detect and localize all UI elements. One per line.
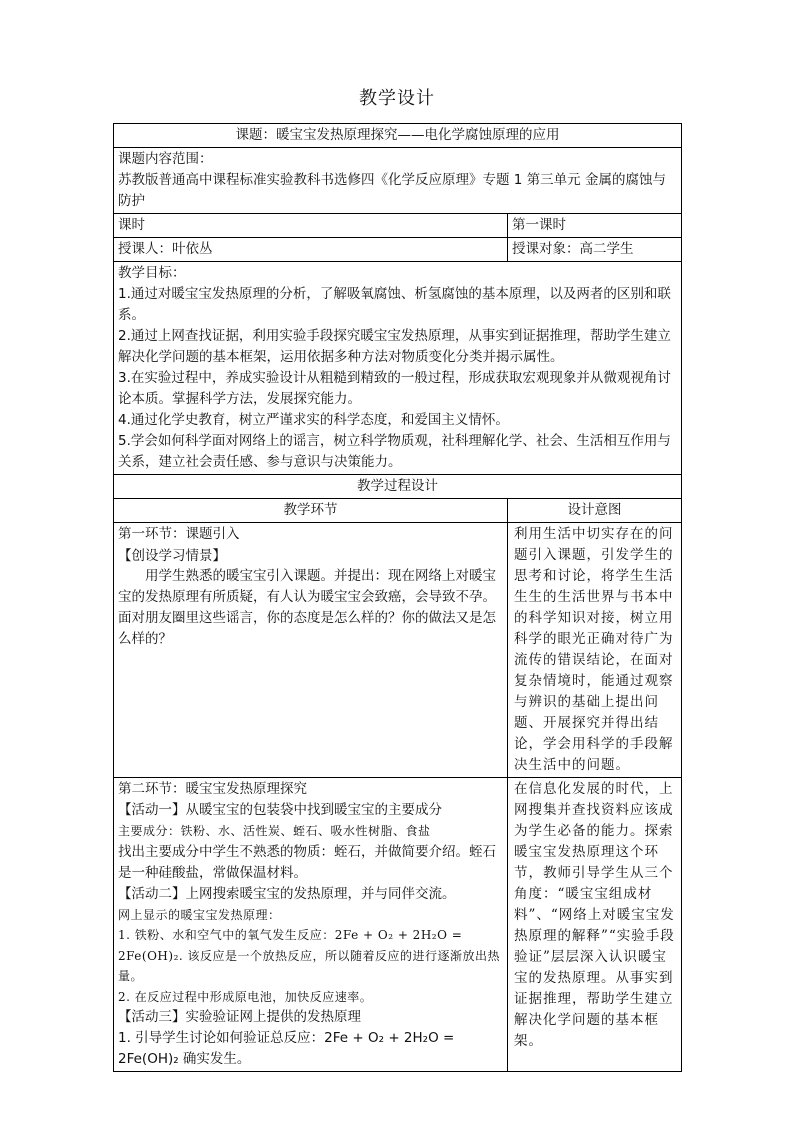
section2-step	[114, 778, 508, 1072]
scope-label: 课题内容范围：	[118, 151, 213, 167]
section1-step	[114, 523, 508, 778]
activity-1: 【活动一】从暖宝宝的包装袋中找到暖宝宝的主要成分	[118, 802, 442, 818]
topic-cell: 课题：暖宝宝发热原理探究——电化学腐蚀原理的应用	[114, 124, 682, 148]
section1-row	[114, 523, 682, 778]
objective-item: 1.通过对暖宝宝发热原理的分析，了解吸氧腐蚀、析氢腐蚀的基本原理，以及两者的区别和联系。	[118, 286, 671, 323]
scope-text: 苏教版普通高中课程标准实验教科书选修四《化学反应原理》专题 1 第三单元 金属的腐蚀与防护	[118, 172, 666, 209]
objectives-label: 教学目标：	[118, 265, 186, 281]
activity-3: 【活动三】实验验证网上提供的发热原理	[118, 1009, 361, 1025]
col-intent-header: 设计意图	[508, 499, 682, 523]
process-header-row	[114, 499, 682, 523]
objective-item: 3.在实验过程中，养成实验设计从粗糙到精致的一般过程，形成获取宏观现象并从微观视角讨论本质。掌握科学方法，发展探究能力。	[118, 370, 671, 407]
section2-row	[114, 778, 682, 1072]
ingredients: 主要成分：铁粉、水、活性炭、蛭石、吸水性树脂、食盐	[118, 824, 431, 838]
online-principle-1: 1. 铁粉、水和空气中的氧气发生反应：2Fe + O₂ + 2H₂O = 2Fe(OH)₂. 该反应是一个放热反应，所以随着反应的进行逐渐放出热量。	[118, 928, 501, 983]
section1-heading: 第一环节：课题引入	[118, 526, 240, 542]
lesson-label: 课时	[114, 214, 508, 238]
objectives-cell	[114, 262, 682, 475]
objectives-row	[114, 262, 682, 475]
section2-intent: 在信息化发展的时代，上网搜集并查找资料应该成为学生必备的能力。探索暖宝宝发热原理这个环节，教师引导学生从三个角度：“暖宝宝组成材料”、“网络上对暖宝宝发热原理的解释”“实验手段验证”层层深入认识暖宝宝的发热原理。从事实到证据推理，帮助学生建立解决化学问题的基本框架。	[508, 778, 682, 1072]
document-title: 教学设计	[359, 88, 435, 109]
lesson-value: 第一课时	[508, 214, 682, 238]
objective-item: 4.通过化学史教育，树立严谨求实的科学态度，和爱国主义情怀。	[118, 412, 509, 428]
section1-bracket: 【创设学习情景】	[118, 548, 226, 563]
scope-cell	[114, 148, 682, 214]
scope-row	[114, 148, 682, 214]
teacher-row	[114, 238, 682, 262]
unknown-material: 找出主要成分中学生不熟悉的物质：蛭石，并做简要介绍。蛭石是一种硅酸盐，常做保温材料。	[118, 843, 496, 881]
online-principle-label: 网上显示的暖宝宝发热原理：	[118, 907, 281, 922]
process-title-row	[114, 475, 682, 499]
col-step-header: 教学环节	[114, 499, 508, 523]
audience: 授课对象：高二学生	[508, 238, 682, 262]
section1-intent: 利用生活中切实存在的问题引入课题，引发学生的思考和讨论，将学生生活生生的生活世界与书本中的科学知识对接，树立用科学的眼光正确对待广为流传的错误结论，在面对复杂情境时，能通过观察与辨识的基础上提出问题、开展探究并得出结论，学会用科学的手段解决生活中的问题。	[508, 523, 682, 778]
process-title: 教学过程设计	[114, 475, 682, 499]
teacher-name: 授课人：叶依丛	[114, 238, 508, 262]
lesson-row	[114, 214, 682, 238]
verify-reaction: 1. 引导学生讨论如何验证总反应：2Fe + O₂ + 2H₂O = 2Fe(OH)₂ 确实发生。	[118, 1030, 455, 1067]
objective-item: 2.通过上网查找证据，利用实验手段探究暖宝宝发热原理，从事实到证据推理，帮助学生建立解决化学问题的基本框架，运用依据多种方法对物质变化分类并揭示属性。	[118, 328, 671, 365]
section1-text: 用学生熟悉的暖宝宝引入课题。并提出：现在网络上对暖宝宝的发热原理有所质疑，有人认为暖宝宝会致癌，会导致不孕。面对朋友圈里这些谣言，你的态度是怎么样的？你的做法又是怎么样的？	[118, 568, 496, 647]
lesson-plan-table	[113, 123, 682, 1072]
topic-row	[114, 124, 682, 148]
objective-item: 5.学会如何科学面对网络上的谣言，树立科学物质观，社科理解化学、社会、生活相互作用与关系，建立社会责任感、参与意识与决策能力。	[118, 433, 671, 470]
section2-heading: 第二环节：暖宝宝发热原理探究	[118, 781, 307, 797]
activity-2: 【活动二】上网搜索暖宝宝的发热原理，并与同伴交流。	[118, 885, 456, 902]
online-principle-2: 2. 在反应过程中形成原电池，加快反应速率。	[118, 989, 373, 1004]
